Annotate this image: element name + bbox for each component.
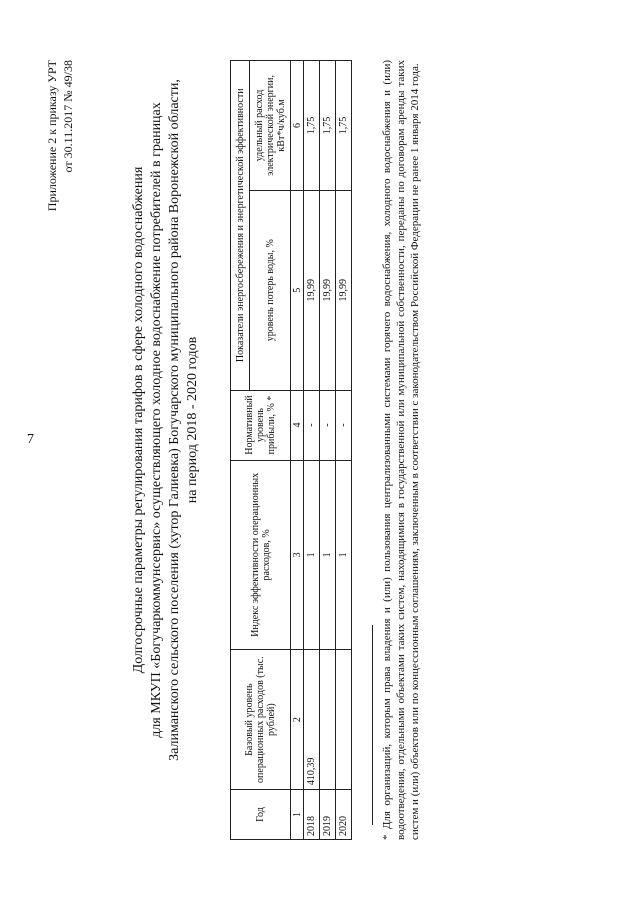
cell-base-level <box>336 650 352 790</box>
parameters-table <box>230 60 352 840</box>
header-year: Год <box>231 790 291 840</box>
column-number-row <box>291 61 304 840</box>
cell-base-level <box>320 650 336 790</box>
column-number: 5 <box>291 190 304 390</box>
header-normative-profit: Нормативный уровень прибыли, % * <box>231 390 291 460</box>
parameters-table-wrapper <box>230 60 352 840</box>
rotated-document-content <box>0 50 600 850</box>
appendix-line-1: Приложение 2 к приказу УРТ <box>45 60 59 212</box>
footnote: * Для организаций, которым права владения и (или) пользования централизованными системами горячего водоснабжения, холодного водоснабжения и (или) водоотведения, отдельными объектами таких систем, находящимися в государственной или муниципальной собственности, переданы по договорам аренды таких систем и (или) объектов или по концессионным соглашениям, заключенным в соответствии с законодательством Российской Федерации не ранее 1 января 2014 года. <box>381 60 421 840</box>
document-title <box>130 70 202 770</box>
header-electricity: удельный расход электрической энергии, кВт*ч/куб.м <box>250 61 291 191</box>
column-number: 3 <box>291 460 304 650</box>
cell-efficiency-index: 1 <box>336 460 352 650</box>
column-number: 4 <box>291 390 304 460</box>
cell-year: 2020 <box>336 790 352 840</box>
header-water-loss: уровень потерь воды, % <box>250 190 291 390</box>
appendix-reference <box>44 60 76 230</box>
cell-efficiency-index: 1 <box>320 460 336 650</box>
header-energy-group: Показатели энергосбережения и энергетической эффективности <box>231 61 250 391</box>
header-efficiency-index: Индекс эффективности операционных расходов, % <box>231 460 291 650</box>
table-row <box>304 61 320 840</box>
cell-electricity: 1,75 <box>304 61 320 191</box>
column-number: 2 <box>291 650 304 790</box>
cell-water-loss: 19,99 <box>320 190 336 390</box>
page-number: 7 <box>27 432 34 447</box>
footnote-separator <box>372 625 373 825</box>
title-line-4: на период 2018 - 2020 годов <box>185 336 200 504</box>
cell-electricity: 1,75 <box>336 61 352 191</box>
title-line-3: Залиманского сельского поселения (хутор Галиевка) Богучарского муниципального района Воронежской области, <box>167 79 182 761</box>
title-line-2: для МКУП «Богучаркоммунсервис» осуществляющего холодное водоснабжение потребителей в границах <box>149 102 164 738</box>
cell-efficiency-index: 1 <box>304 460 320 650</box>
cell-normative-profit: - <box>320 390 336 460</box>
column-number: 6 <box>291 61 304 191</box>
cell-normative-profit: - <box>336 390 352 460</box>
cell-water-loss: 19,99 <box>304 190 320 390</box>
header-normative-profit-text: Нормативный уровень прибыли, % <box>244 395 277 455</box>
title-line-1: Долгосрочные параметры регулирования тарифов в сфере холодного водоснабжения <box>131 166 146 674</box>
table-row <box>320 61 336 840</box>
cell-base-level: 410,39 <box>304 650 320 790</box>
cell-electricity: 1,75 <box>320 61 336 191</box>
appendix-line-2: от 30.11.2017 № 49/38 <box>61 60 75 173</box>
header-base-level: Базовый уровень операционных расходов (тыс. рублей) <box>231 650 291 790</box>
column-number: 1 <box>291 790 304 840</box>
cell-normative-profit: - <box>304 390 320 460</box>
cell-year: 2018 <box>304 790 320 840</box>
table-row <box>336 61 352 840</box>
cell-water-loss: 19,99 <box>336 190 352 390</box>
cell-year: 2019 <box>320 790 336 840</box>
